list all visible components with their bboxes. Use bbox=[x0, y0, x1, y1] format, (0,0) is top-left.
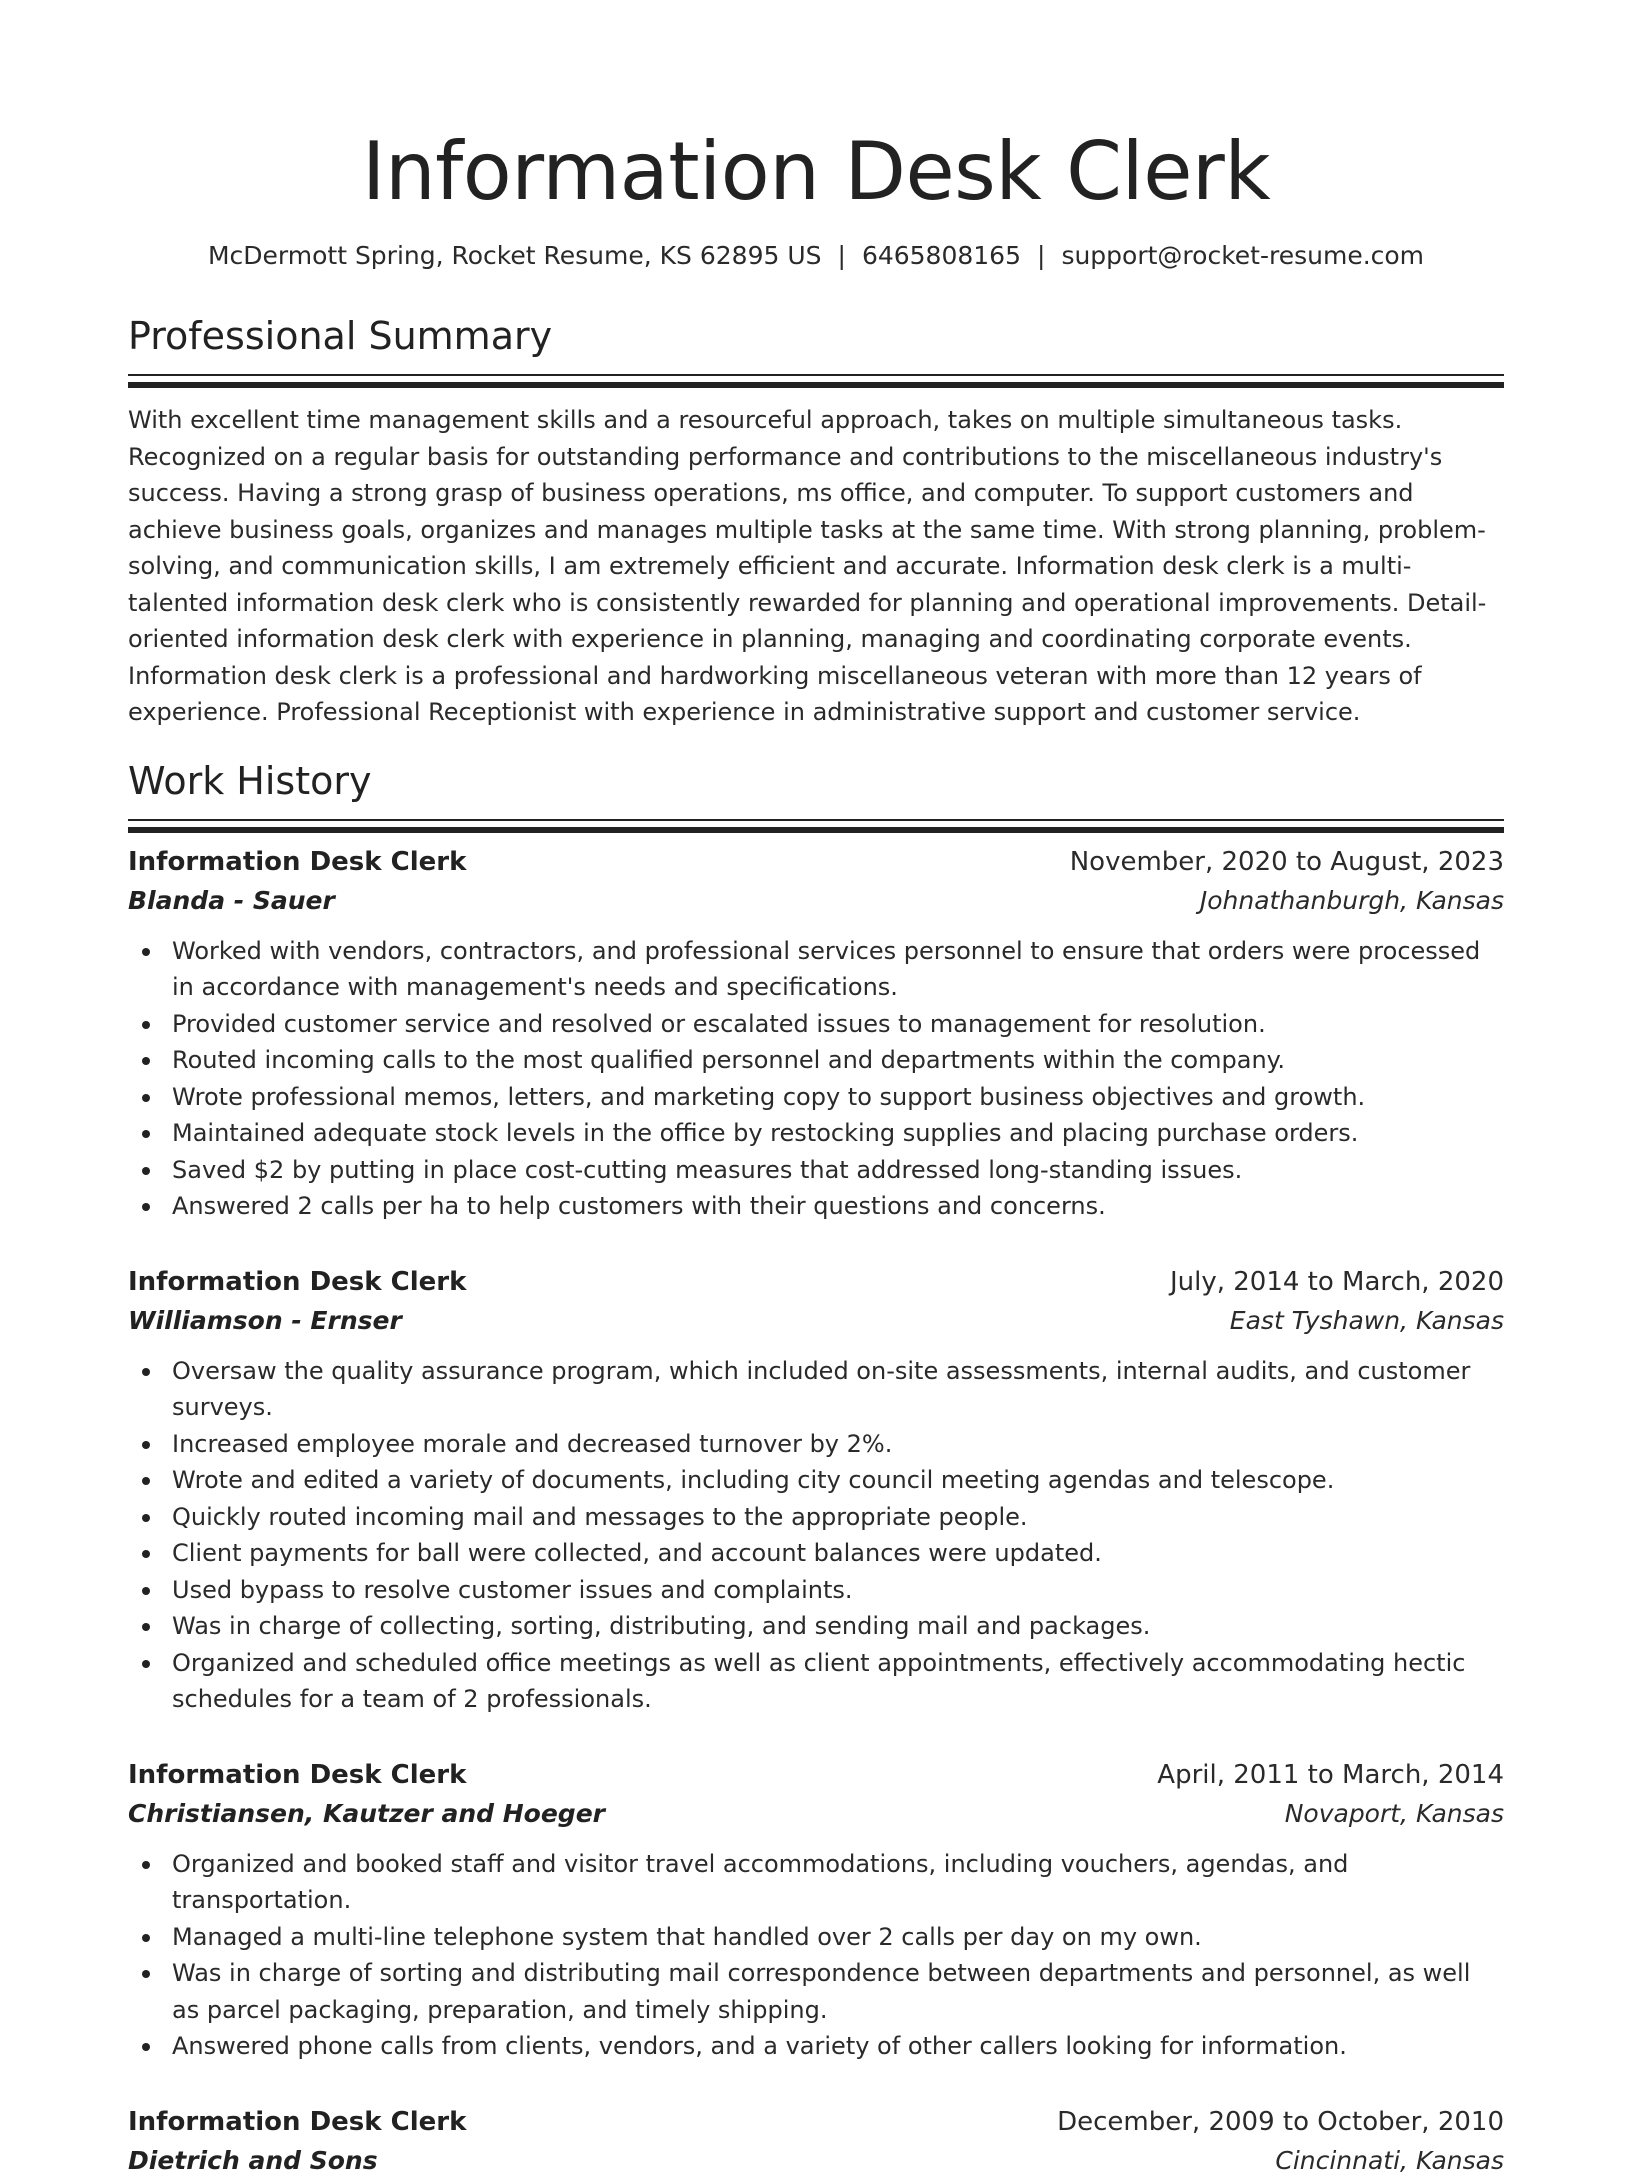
job-bullet: Quickly routed incoming mail and messages to the appropriate people. bbox=[172, 1499, 1504, 1536]
job-list bbox=[128, 843, 1504, 2181]
contact-separator: | bbox=[1037, 241, 1046, 270]
summary-text: With excellent time management skills and a resourceful approach, takes on multiple simultaneous tasks. Recognized on a regular basis for outstanding performance and contributions to the miscellaneous industry's success. Having a strong grasp of business operations, ms office, and computer. To support customers and achieve business goals, organizes and manages multiple tasks at the same time. With strong planning, problem-solving, and communication skills, I am extremely efficient and accurate. Information desk clerk is a multi-talented information desk clerk who is consistently rewarded for planning and operational improvements. Detail-oriented information desk clerk with experience in planning, managing and coordinating corporate events. Information desk clerk is a professional and hardworking miscellaneous veteran with more than 12 years of experience. Professional Receptionist with experience in administrative support and customer service. bbox=[128, 406, 1487, 726]
section-divider bbox=[128, 374, 1504, 376]
job-company: Dietrich and Sons bbox=[128, 2145, 378, 2175]
job-dates: December, 2009 to October, 2010 bbox=[1057, 2106, 1504, 2137]
job-title: Information Desk Clerk bbox=[128, 2106, 467, 2137]
job-bullet: Was in charge of collecting, sorting, distributing, and sending mail and packages. bbox=[172, 1608, 1504, 1645]
section-title-work-history: Work History bbox=[128, 758, 372, 803]
contact-email: support@rocket-resume.com bbox=[1061, 241, 1425, 270]
job-bullet: Answered 2 calls per ha to help customers with their questions and concerns. bbox=[172, 1188, 1504, 1225]
summary-section bbox=[128, 310, 1504, 731]
contact-separator: | bbox=[837, 241, 846, 270]
job-bullet: Oversaw the quality assurance program, which included on-site assessments, internal audits, and customer surveys. bbox=[172, 1353, 1504, 1426]
job-bullets bbox=[128, 1846, 1504, 2065]
contact-address: McDermott Spring, Rocket Resume, KS 62895 US bbox=[207, 241, 822, 270]
job-bullet: Worked with vendors, contractors, and professional services personnel to ensure that orders were processed in accordance with management's needs and specifications. bbox=[172, 933, 1504, 1006]
job-bullet: Managed a multi-line telephone system that handled over 2 calls per day on my own. bbox=[172, 1919, 1504, 1956]
job-bullets bbox=[128, 933, 1504, 1225]
job-location: Cincinnati, Kansas bbox=[1275, 2145, 1504, 2175]
resume-name: Information Desk Clerk bbox=[361, 125, 1271, 218]
job-bullet: Increased employee morale and decreased turnover by 2%. bbox=[172, 1426, 1504, 1463]
work-history-section bbox=[128, 755, 1504, 2181]
job-bullet: Wrote professional memos, letters, and marketing copy to support business objectives and growth. bbox=[172, 1079, 1504, 1116]
job-bullet: Provided customer service and resolved or escalated issues to management for resolution. bbox=[172, 1006, 1504, 1043]
section-divider bbox=[128, 819, 1504, 821]
job-bullet: Answered phone calls from clients, vendors, and a variety of other callers looking for information. bbox=[172, 2028, 1504, 2065]
job-entry bbox=[128, 2103, 1504, 2181]
job-company: Blanda - Sauer bbox=[128, 885, 335, 915]
section-title-summary: Professional Summary bbox=[128, 314, 553, 358]
contact-phone: 6465808165 bbox=[861, 241, 1021, 270]
job-bullet: Organized and booked staff and visitor travel accommodations, including vouchers, agendas, and transportation. bbox=[172, 1846, 1504, 1919]
contact-line bbox=[128, 238, 1504, 274]
job-location: East Tyshawn, Kansas bbox=[1229, 1305, 1504, 1335]
job-title: Information Desk Clerk bbox=[128, 1759, 467, 1790]
job-bullet: Routed incoming calls to the most qualified personnel and departments within the company. bbox=[172, 1042, 1504, 1079]
job-bullet: Was in charge of sorting and distributing mail correspondence between departments and personnel, as well as parcel packaging, preparation, and timely shipping. bbox=[172, 1955, 1504, 2028]
job-entry bbox=[128, 1756, 1504, 2065]
job-dates: July, 2014 to March, 2020 bbox=[1169, 1266, 1504, 1297]
resume-page bbox=[128, 0, 1504, 2175]
job-bullet: Saved $2 by putting in place cost-cutting measures that addressed long-standing issues. bbox=[172, 1152, 1504, 1189]
job-bullet: Maintained adequate stock levels in the office by restocking supplies and placing purchase orders. bbox=[172, 1115, 1504, 1152]
job-bullet: Wrote and edited a variety of documents, including city council meeting agendas and telescope. bbox=[172, 1462, 1504, 1499]
job-location: Novaport, Kansas bbox=[1284, 1798, 1504, 1828]
job-title: Information Desk Clerk bbox=[128, 846, 467, 877]
job-bullets bbox=[128, 1353, 1504, 1718]
job-bullet: Client payments for ball were collected, and account balances were updated. bbox=[172, 1535, 1504, 1572]
job-company: Christiansen, Kautzer and Hoeger bbox=[128, 1798, 605, 1828]
job-bullet: Used bypass to resolve customer issues and complaints. bbox=[172, 1572, 1504, 1609]
job-company: Williamson - Ernser bbox=[128, 1305, 402, 1335]
job-bullet: Organized and scheduled office meetings as well as client appointments, effectively accommodating hectic schedules for a team of 2 professionals. bbox=[172, 1645, 1504, 1718]
job-entry bbox=[128, 1263, 1504, 1718]
job-dates: November, 2020 to August, 2023 bbox=[1069, 846, 1504, 877]
job-entry bbox=[128, 843, 1504, 1225]
job-dates: April, 2011 to March, 2014 bbox=[1157, 1759, 1504, 1790]
job-location: Johnathanburgh, Kansas bbox=[1199, 885, 1504, 915]
job-title: Information Desk Clerk bbox=[128, 1266, 467, 1297]
